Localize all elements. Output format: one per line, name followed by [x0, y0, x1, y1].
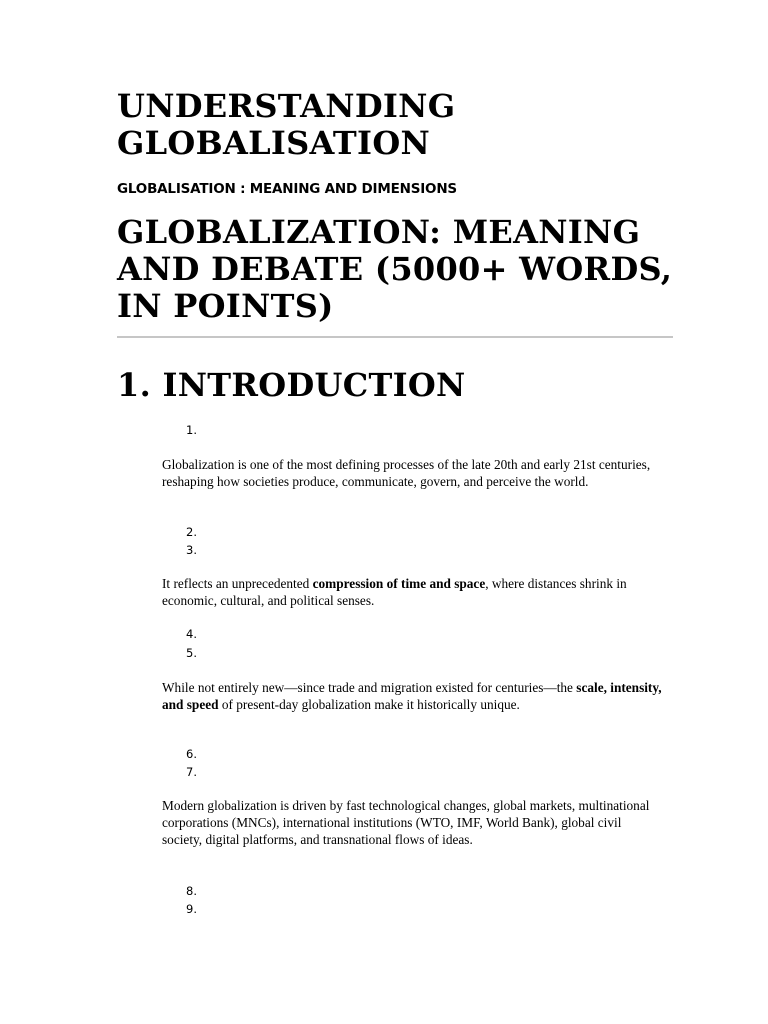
paragraph-2-text: It reflects an unprecedented [162, 576, 313, 591]
paragraph-3-bold: scale, intensity, and speed [162, 680, 662, 712]
list-number: 4. [186, 627, 197, 641]
paragraph-3-text: While not entirely new—since trade and migration existed for centuries—the [162, 680, 577, 695]
paragraph-2 [162, 575, 662, 609]
main-heading: GLOBALIZATION: MEANING AND DEBATE (5000+ WORDS, IN POINTS) [117, 213, 673, 325]
paragraph-2-bold: compression of time and space [312, 576, 486, 591]
paragraph-3-text-end: of present-day globalization make it historically unique. [218, 697, 520, 712]
paragraph-1: Globalization is one of the most defining processes of the late 20th and early 21st centuries, reshaping how societies produce, communicate, govern, and perceive the world. [162, 457, 651, 489]
paragraph-4: Modern globalization is driven by fast technological changes, global markets, multinational corporations (MNCs), international institutions (WTO, IMF, World Bank), global civil society, digital platforms, and transnational flows of ideas. [162, 798, 650, 847]
list-number: 8. [186, 884, 197, 898]
list-number: 1. [186, 423, 197, 437]
paragraph-2-text-end: , where distances shrink in economic, cultural, and political senses. [162, 576, 627, 608]
document-title: UNDERSTANDING GLOBALISATION [117, 87, 456, 162]
section-heading: 1. INTRODUCTION [117, 366, 466, 404]
list-number: 6. [186, 747, 197, 761]
list-number: 9. [186, 902, 197, 916]
list-number: 7. [186, 765, 197, 779]
paragraph-3 [162, 679, 662, 713]
list-number: 2. [186, 525, 197, 539]
horizontal-divider [117, 336, 673, 338]
list-number: 5. [186, 646, 197, 660]
document-subtitle: GLOBALISATION : MEANING AND DIMENSIONS [117, 181, 457, 197]
list-number: 3. [186, 543, 197, 557]
